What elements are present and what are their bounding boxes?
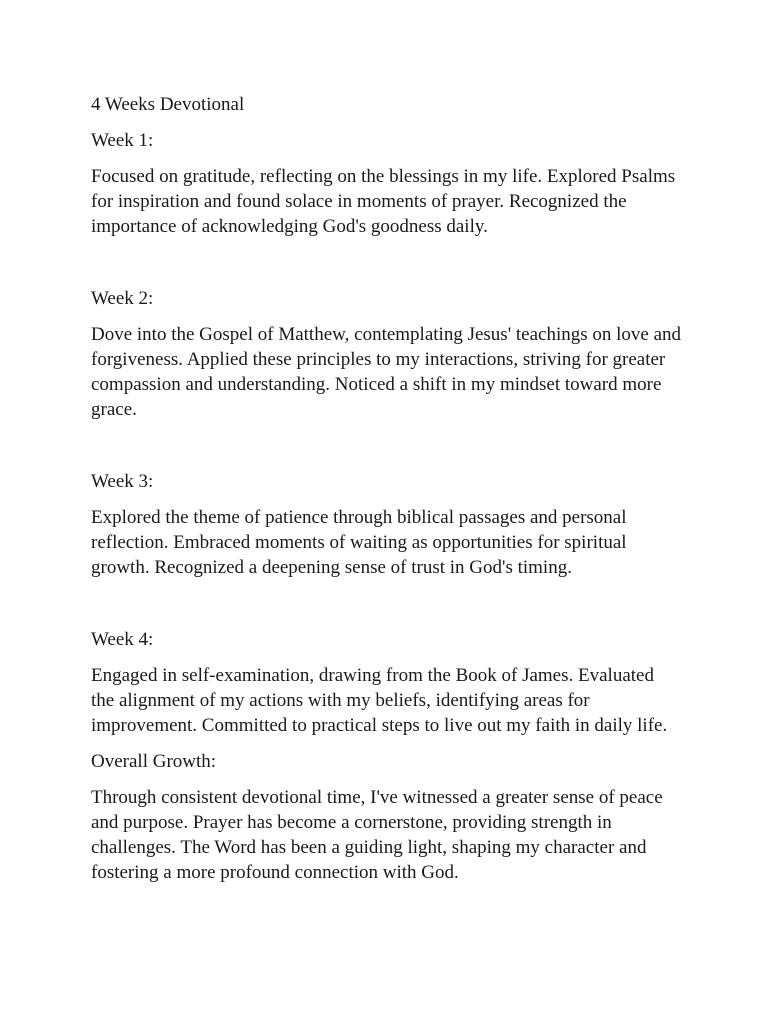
overall-growth-heading: Overall Growth: <box>91 751 217 772</box>
week-3-heading: Week 3: <box>91 471 154 492</box>
overall-growth-section <box>91 749 681 885</box>
week-1-section <box>91 128 681 239</box>
week-2-heading: Week 2: <box>91 288 154 309</box>
week-3-section <box>91 469 681 580</box>
document-page <box>91 92 681 885</box>
week-4-section <box>91 627 681 738</box>
week-1-heading: Week 1: <box>91 130 154 151</box>
document-title: 4 Weeks Devotional <box>91 94 245 115</box>
week-4-body: Engaged in self-examination, drawing from the Book of James. Evaluated the alignment of my actions with my beliefs, identifying areas for improvement. Committed to practical steps to live out my faith in daily life. <box>91 665 668 736</box>
week-1-body: Focused on gratitude, reflecting on the blessings in my life. Explored Psalms for inspiration and found solace in moments of prayer. Recognized the importance of acknowledging God's goodness daily. <box>91 166 676 237</box>
week-2-body: Dove into the Gospel of Matthew, contemplating Jesus' teachings on love and forgiveness. Applied these principles to my interactions, striving for greater compassion and understanding. Noticed a shift in my mindset toward more grace. <box>91 324 682 420</box>
week-4-heading: Week 4: <box>91 629 154 650</box>
overall-growth-body: Through consistent devotional time, I've witnessed a greater sense of peace and purpose. Prayer has become a cornerstone, providing strength in challenges. The Word has been a guiding light, shaping my character and fostering a more profound connection with God. <box>91 787 663 883</box>
week-2-section <box>91 286 681 422</box>
week-3-body: Explored the theme of patience through biblical passages and personal reflection. Embraced moments of waiting as opportunities for spiritual growth. Recognized a deepening sense of trust in God's timing. <box>91 507 627 578</box>
